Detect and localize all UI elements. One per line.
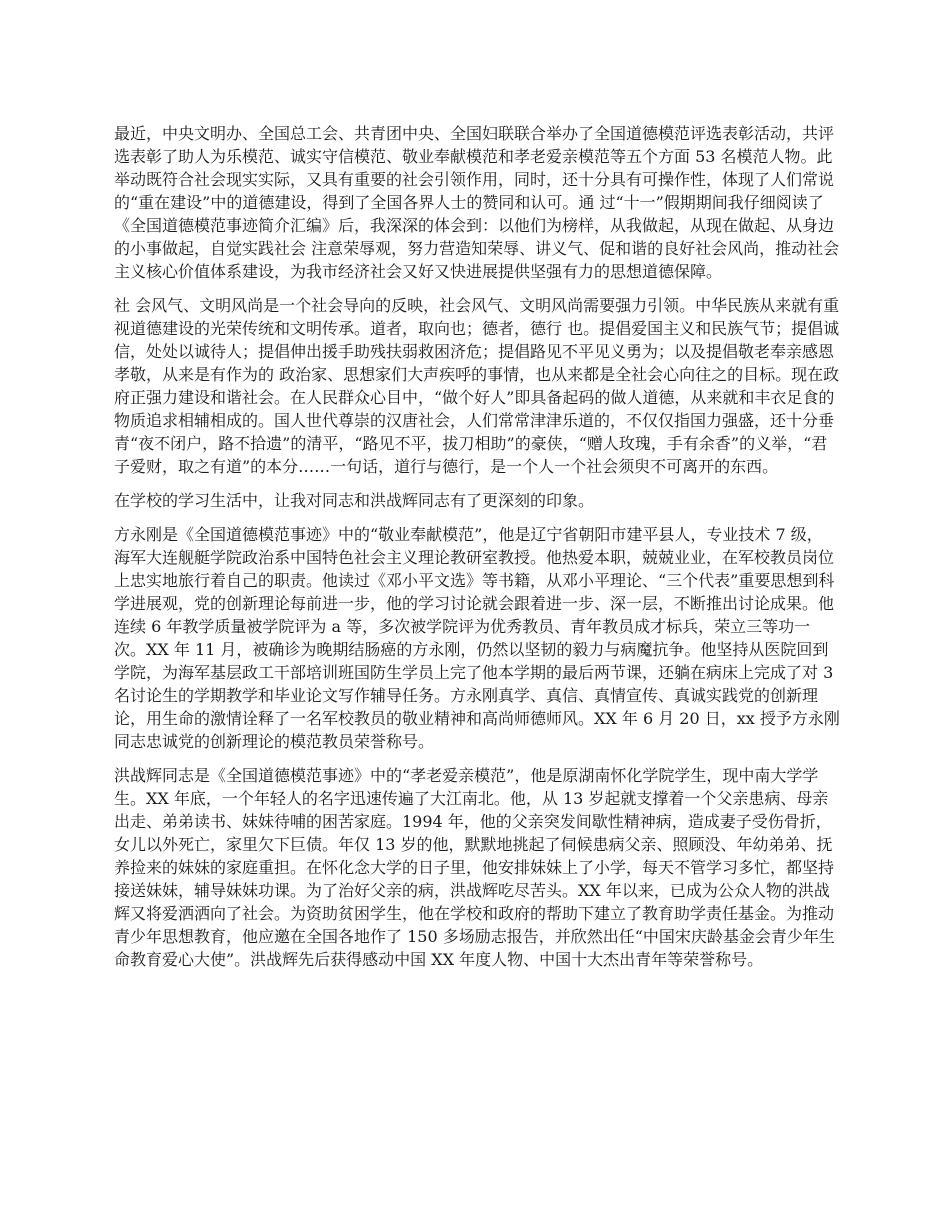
paragraph-school-life: 在学校的学习生活中，让我对同志和洪战辉同志有了更深刻的印象。 (114, 491, 595, 510)
paragraph-hong-zhanhui: 洪战辉同志是《全国道德模范事迹》中的“孝老爱亲模范”，他是原湖南怀化学院学生，现中南大学学生。XX 年底，一个年轻人的名字迅速传遍了大江南北。他，从 13 岁起就支撑着一个父亲患病、母亲出走、弟弟读书、妹妹待哺的困苦家庭。1994 年，他的父亲突发间歇性精神病，造成妻子受伤骨折，女儿以外死亡，家里欠下巨债。年仅 13 岁的他，默默地挑起了伺候患病父亲、照顾没、年幼弟弟、抚养捡来的妹妹的家庭重担。在怀化念大学的日子里，他安排妹妹上了小学，每天不管学习多忙，都坚持接送妹妹，辅导妹妹功课。为了治好父亲的病，洪战辉吃尽苦头。XX 年以来，已成为公众人物的洪战辉又将爱洒洒向了社会。为资助贫困学生，他在学校和政府的帮助下建立了教育助学责任基金。为推动青少年思想教育，他应邀在全国各地作了 150 多场励志报告，并欣然出任“中国宋庆龄基金会青少年生命教育爱心大使”。洪战辉先后获得感动中国 XX 年度人物、中国十大杰出青年等荣誉称号。 (114, 766, 835, 969)
paragraph-social-morality: 社 会风气、文明风尚是一个社会导向的反映，社会风气、文明风尚需要强力引领。中华民族从来就有重视道德建设的光荣传统和文明传承。道者，取向也；德者，德行 也。提倡爱国主义和民族气节；提倡诚信，处处以诚待人；提倡伸出援手助残扶弱救困济危；提倡路见不平见义勇为；以及提倡敬老奉亲感恩孝敬，从来是有作为的 政治家、思想家们大声疾呼的事情，也从来都是全社会心向往之的目标。现在政府正强力建设和谐社会。在人民群众心目中，“做个好人”即具备起码的做人道德，从来就和丰衣足食的物质追求相辅相成的。国人世代尊崇的汉唐社会，人们常常津津乐道的，不仅仅指国力强盛，还十分垂青“夜不闭户，路不拾遗”的清平，“路见不平，拔刀相助”的豪侠，“赠人玫瑰，手有余香”的义举，“君子爱财，取之有道”的本分……一句话，道行与德行，是一个人一个社会须臾不可离开的东西。 (114, 296, 840, 476)
document-body (114, 122, 842, 982)
paragraph-intro: 最近，中央文明办、全国总工会、共青团中央、全国妇联联合举办了全国道德模范评选表彰活动，共评选表彰了助人为乐模范、诚实守信模范、敬业奉献模范和孝老爱亲模范等五个方面 53 名模范人物。此举动既符合社会现实实际，又具有重要的社会引领作用，同时，还十分具有可操作性，体现了人们常说的“重在建设”中的道德建设，得到了全国各界人士的赞同和认可。通 过“十一”假期期间我仔细阅读了《全国道德模范事迹简介汇编》后，我深深的体会到：以他们为榜样，从我做起，从现在做起、从身边的小事做起，自觉实践社会 注意荣辱观，努力营造知荣辱、讲义气、促和谐的良好社会风尚，推动社会主义核心价值体系建设，为我市经济社会又好又快进展提供坚强有力的思想道德保障。 (114, 124, 840, 281)
paragraph-fang-yonggang: 方永刚是《全国道德模范事迹》中的“敬业奉献模范”，他是辽宁省朝阳市建平县人，专业技术 7 级， 海军大连舰艇学院政治系中国特色社会主义理论教研室教授。他热爱本职，兢兢业业，在军校教员岗位上忠实地旅行着自己的职责。他读过《邓小平文选》等书籍，从邓小平理论、“三个代表”重要思想到科学进展观，党的创新理论每前进一步，他的学习讨论就会跟着进一步、深一层，不断推出讨论成果。他连续 6 年教学质量被学院评为 a 等，多次被学院评为优秀教员、青年教员成才标兵，荣立三等功一次。XX 年 11 月，被确诊为晚期结肠癌的方永刚，仍然以坚韧的毅力与病魔抗争。他坚持从医院回到学院，为海军基层政工干部培训班国防生学员上完了他本学期的最后两节课，还躺在病床上完成了对 3 名讨论生的学期教学和毕业论文写作辅导任务。方永刚真学、真信、真情宣传、真诚实践党的创新理论，用生命的激情诠释了一名军校教员的敬业精神和高尚师德师风。XX 年 6 月 20 日，xx 授予方永刚同志忠诚党的创新理论的模范教员荣誉称号。 (114, 525, 840, 751)
